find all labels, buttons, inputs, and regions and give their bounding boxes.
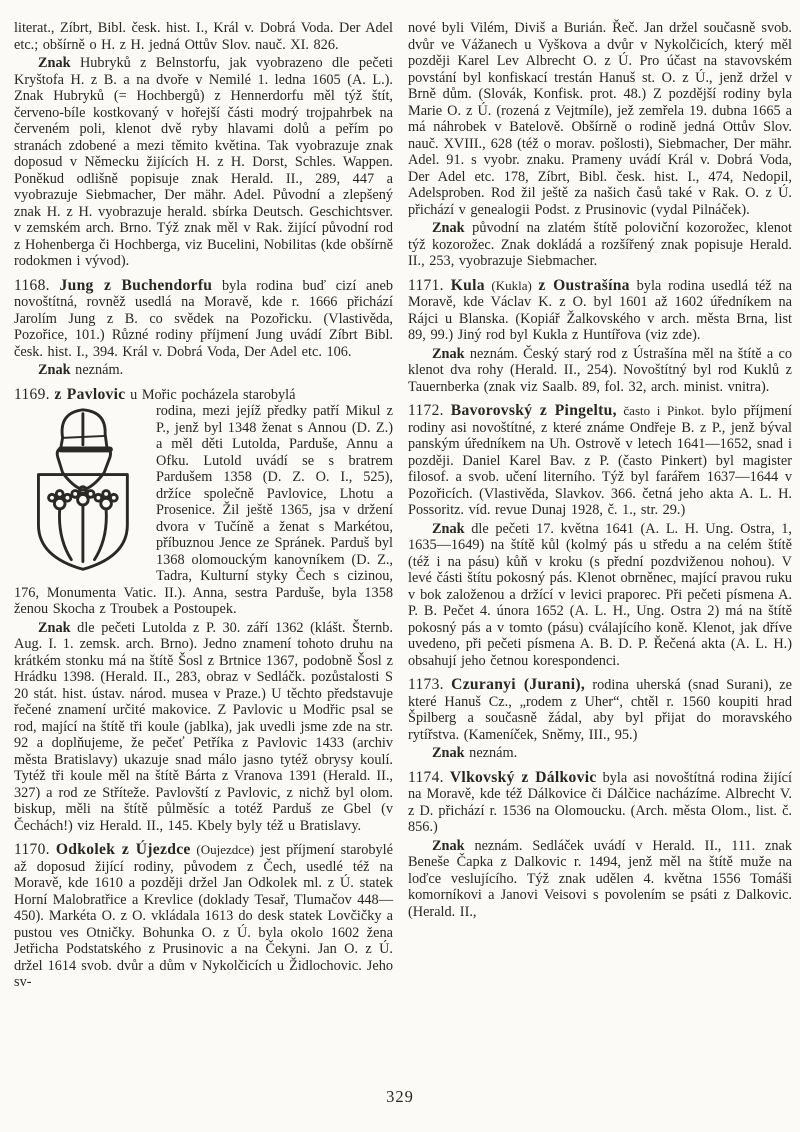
body-text: neznám. Český starý rod z Ústrašína měl na štítě a co klenot dva rohy (Herald. II., 254). Novoštítný byl rod Kuklů z Tauernberka (znak viz Saalb. 89, fol. 32, arch. minist. vnitra). [408,345,792,395]
entry-heading-paragraph [408,677,792,743]
entry-number: 1173. [408,676,444,693]
entry-heading-paragraph [14,278,393,361]
entry-number: 1174. [408,768,444,786]
entry-number: 1171. [408,276,444,294]
right-column [408,20,792,920]
entry-number: 1168. [14,276,50,294]
entry-1172 [408,403,792,669]
znak-lead: Znak [432,220,465,236]
body-text: původní na zlatém štítě poloviční kozorožec, klenot týž kozorožec. Znak dokládá a rozšířený znak popisuje Herald. II., 253, vyobrazuje Siebmacher. [408,220,792,269]
entry-heading-paragraph [14,387,393,404]
body-text: nové byli Vilém, Diviš a Burián. Řeč. Jan držel současně svob. dvůr ve Vážanech u Vyškova a dvůr v Nykolčicích, který měl později Karel Lev Albrecht O. z Ú. Pro účast na stavovském povstání byl konfiskací trestán Hanuš st. O. z Ú., jenž držel v Brně dům. (Slovák, Konfisk. prot. 48.) Z pozdější rodiny byla Marie O. z Ú. (rozená z Vejtmíle), jež zemřela 19. dubna 1665 a má náhrobek v Batelově. Obšírně o rodině jedná Ottův Slov. nauč. XVIII., 628 (též o morav. pošlosti), Siebmacher, Der mähr. Adel. 91. s vyobr. znaku. Prameny uvádí Král v. Dobrá Voda, Der Adel etc. 178, Zíbrt, Bibl. česk. hist. I., 474, Nedopil, Adelsproben. Rod žil ještě za našich časů také v Rak. O. z Ú. přichází v genealogii Podst. z Prusinovic (vydal Pilnáček). [408,20,792,218]
body-text: dle pečeti 17. května 1641 (A. L. H. Ung. Ostra, 1, 1635—1649) na štítě kůl (kolmý pás u středu a na celém štítě (též i na pásu) kůň v kroku (s přední pozdviženou nohou). V levé části štítu pokosný pás. Klenot obrněnec, mající pravou ruku v bok založenou a držící v levici praporec. Při pečeti písmena A. P. B. Pečet 4. února 1652 (A. L. H., Ung. Ostra 2) má na štítě pokosný pás a v tomto (pásu) cválajícího koně. Klenot, jak dříve uvedeno, při pečeti písmena A. B. D. P. Řečená akta (A. L. H.) obsahují jeho četnou korespondenci. [408,520,792,669]
entry-name: Czuranyi (Jurani), [451,676,586,693]
entry-heading-paragraph [14,842,393,991]
pavlovic-coat-of-arms-image [16,405,144,577]
body-text: neznám. [464,745,518,761]
entry-name: z Pavlovic [54,385,126,403]
entry-name: Bavorovský z Pingeltu, [450,402,617,419]
entry-1170 [14,842,393,991]
znak-lead: Znak [432,837,465,854]
znak-lead: Znak [432,745,465,761]
left-column [14,20,393,991]
znak-lead: Znak [38,619,71,636]
entry-name: Jung z Buchendorfu [59,276,213,294]
entry-1168 [14,278,393,379]
body-text: byla rodina usedlá též na Moravě, kde Václav K. z O. byl 1601 až 1602 úředníkem na Rájci u Blanska. (Kopiář Žalkovského v arch. města Brna, list 89, 99.) Jiný rod byl Kukla z Huntířova (viz zde). [408,277,793,343]
body-text: neznám. Sedláček uvádí v Herald. II., 111. znak Beneše Čapka z Dalkovic r. 1494, jenž měl na štítě muže na loďce veslujícího. Týž znak udělen 4. května 1556 Tomáši komorníkovi a Janovi Veisovi s povolením se psáti z Dalkovic. (Herald. II., [408,837,792,920]
entry-name: Kula [450,276,485,294]
body-text: Hubryků z Belnstorfu, jak vyobrazeno dle pečeti Kryštofa H. z B. a na dvoře v Nemilé 1. ledna 1605 (A. L.). Znak Hubryků (= Hochbergů) z Hennerdorfu měl týž štít, červeno-bíle kostkovaný v hořejší části modrý trojpahrbek na červeném poli, klenot dvě ryby hlavami dolů a peřím po stranách zdobené a mezi těmito květina. Tak vyobrazuje znak doposud v Německu žijících H. z H. Dorst, Schles. Wappen. Poněkud odlišně popisuje znak Herald. II., 289, 447 a vyobrazuje Siebmacher, Der mähr. Adel. Původní a zlepšený znak H. z H. vyobrazuje herald. sbírka Deutsch. Geschichtsver. v zemském arch. Brno. Týž znak měl v Rak. žijící původní rod z Hohenberga či Hochberga, viz Bucelini, Nobilitas (kde obšírně rodokmen i vývod). [14,55,393,269]
entry-heading-paragraph [408,403,792,519]
znak-lead: Znak [38,55,71,71]
entry-name: Vlkovský z Dálkovic [449,768,597,786]
body-text: dle pečeti Lutolda z P. 30. září 1362 (klášt. Šternb. Aug. I. 1. zemsk. arch. Brno). Jedno znamení tohoto druhu na krátkém stonku má na štítě Šosl z Brtnice 1367, podobně Šosl z Hrádku 1398. (Herald. II., 283, obraz v Sedláčk. pozůstalosti S 20 stát. hist. ústav. národ. musea v Praze.) U těchto představuje řečené znamení určité makovice. Z Pavlovic u Modřic psal se rod, mající na štítě tři koule (jablka), jak uvedli jsme zde na str. 92 a doplňujeme, že pečeť Petříka z Pavlovic 1433 (archiv města Bratislavy) ukazuje snad málo jasno tytéž obrysy koulí. Tytéž tři koule měl na štítě Bárta z Vranova 1391 (Herald. II., 327) a rod ze Stříteže. Pavlovští z Pavlovic, z nichž byl olom. biskup, měli na štítě půlměsíc a totéž Parduš ze Gbel (v Čechách!) viz Herald. II., 145. Kbely byly též u Bratislavy. [14,619,393,834]
entry-heading-paragraph [408,278,792,344]
znak-paragraph [14,362,393,379]
entry-name-variant: často i Pinkot. [616,403,705,418]
body-text: jest příjmení starobylé až doposud žijící rodiny, původem z Čech, usedlé též na Moravě, kde 1610 a později držel Jan Odkolek ml. z Ú. statek Horní Malobratřice a Krevlice (doklady Tesař, Tlumačov 448—450). Markéta O. z O. vkládala 1613 do desk statek Lovčičky a pustou ves Otničky. Bohunka O. z Ú. byla okolo 1602 žena Jetřicha Podstatského z Prusinovic a na Čekyni. Jan O. z Ú. držel 1614 svob. dvůr a dům v Nykolčicích u Židlochovic. Jeho sv- [14,842,393,990]
znak-paragraph [408,745,792,762]
entry-1173 [408,677,792,762]
body-text: byla rodina buď cizí aneb novoštítná, rovněž usedlá na Moravě, kde r. 1666 přichází Jarolím Jung z B. co svědek na Pozořicku. (Vlastivěda, Pozořice, 101.) Různé rodiny příjmení Jung uvádí Zíbrt Bibl. česk. hist. I., 394. Král v. Dobrá Voda, Der Adel etc. 106. [14,277,393,360]
entry-number: 1172. [408,402,444,419]
znak-paragraph [408,346,792,396]
entry-name: Odkolek z Újezdce [55,841,191,858]
znak-paragraph [408,220,792,270]
body-text: rodina uherská (snad Surani), ze které Hanuš Cz., „rodem z Uher“, chtěl r. 1560 koupiti hrad Špilberg a současně žádal, aby byl přijat do moravského rytířstva. (Kameníček, Sněmy, III., 95.) [408,677,792,743]
entry-1169 [14,387,393,835]
znak-paragraph [14,620,393,835]
znak-lead: Znak [38,362,71,378]
body-text: literat., Zíbrt, Bibl. česk. hist. I., Král v. Dobrá Voda. Der Adel etc.; obšírně o H. z H. jedná Ottův Slov. nauč. XI. 826. [14,20,393,53]
continuation-paragraph [14,20,393,53]
znak-paragraph [408,521,792,670]
body-text: byla asi novoštítná rodina žijící na Moravě, kde též Dálkovice či Dálčice nacházíme. Albrecht V. z D. přichází r. 1536 na Olomoucku. (Arch. města Olom., list. č. 856.) [408,769,792,835]
body-text: rodina, mezi jejíž předky patří Mikul z P., jenž byl 1348 ženat s Annou (D. Z.) a měl děti Lutolda, Parduše, Annu a Ofku. Lutold uvádí se s bratrem Pardušem 1358 (D. Z. O. I., 525), držíce společně Pavlovice, Lhotu a Prosenice. Žil ještě 1365, jsa v držení dvora v Tučíně a ženat s Markétou, příbuznou Jence ze Spránek. Parduš byl 1368 olomouckým kanovníkem (D. Z., Tadra, Kulturní styky Čech s cizinou, 176, Monumenta Vatic. II.). Anna, sestra Parduše, byla 1358 ženou Skocha z Troubek a Postoupek. [14,403,393,617]
entry-number: 1170. [14,841,50,858]
entry-1171 [408,278,792,396]
znak-hubryku-paragraph [14,55,393,270]
entry-name: z Oustrašína [538,276,630,294]
entry-name-variant: (Oujezdce) [190,842,255,857]
entry-1174 [408,770,792,921]
entry-heading-paragraph [408,770,792,836]
znak-lead: Znak [432,345,465,362]
body-text: neznám. [70,362,124,378]
body-text: bylo příjmení rodiny asi novoštítné, z které známe Ondřeje B. z P., jenž býval panským úředníkem na Uh. Ostrově v letech 1641—1652, snad i později. Daniel Karel Bav. z P. (často Pinkert) byl magister filosof. a svob. učení literního. Týž byl farářem 1637—1644 v Pozořicích. (Vlastivěda, Slavkov. 366. četná jeho akta A. L. H. Possoritz. víd. revue Dunaj 1928, č. 1., str. 29.) [408,403,792,518]
page-number: 329 [386,1087,414,1106]
entry-name-variant: (Kukla) [484,277,539,293]
entry-body-with-figure [14,403,393,834]
znak-lead: Znak [432,520,465,537]
body-text: u Mořic pocházela starobylá [125,386,296,403]
entry-number: 1169. [14,385,50,403]
continuation-paragraph [408,20,792,218]
znak-paragraph [408,838,792,921]
